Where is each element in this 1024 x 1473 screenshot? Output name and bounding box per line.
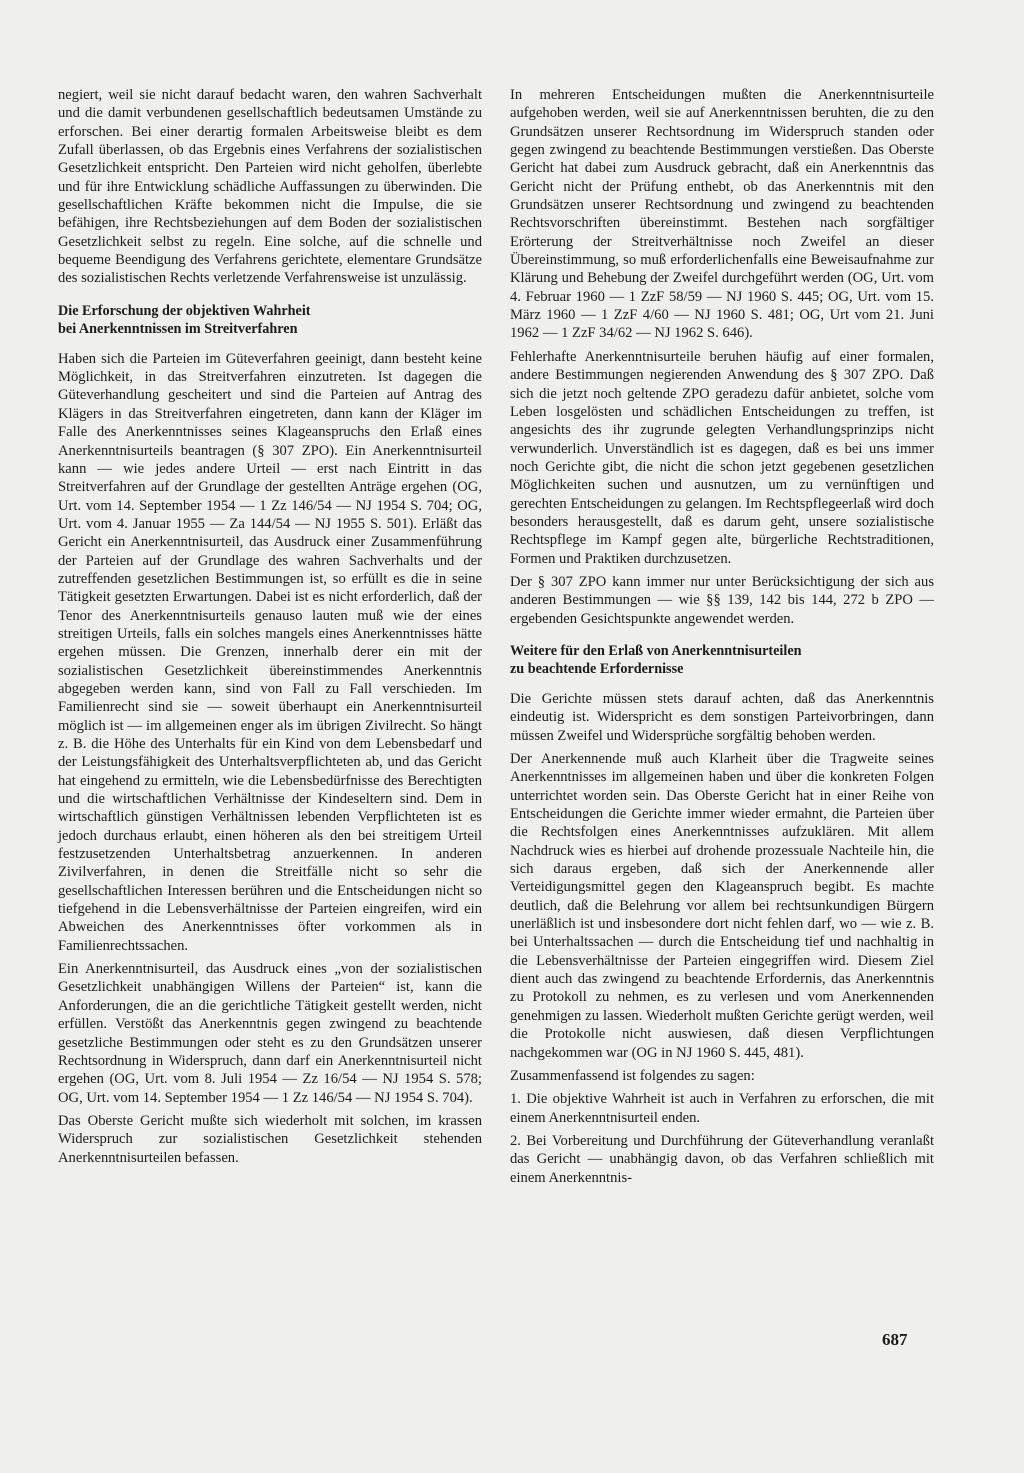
page-number: 687 [882, 1330, 908, 1349]
list-item: 1. Die objektive Wahrheit ist auch in Verfahren zu erforschen, die mit einem Anerkenntnisurteil enden. [510, 1091, 934, 1126]
paragraph: Die Gerichte müssen stets darauf achten, daß das Anerkenntnis eindeutig ist. Widerspricht es dem sonstigen Parteivorbringen, dann müssen Zweifel und Widersprüche sorgfältig behoben werden. [510, 690, 934, 744]
section-heading [58, 302, 482, 338]
paragraph: Haben sich die Parteien im Güteverfahren geeinigt, dann besteht keine Möglichkeit, in das Streitverfahren einzutreten. Ist dagegen die Güteverhandlung gescheitert und sind die Parteien auf Antrag des Klägers in das Streitverfahren eingetreten, dann kann der Kläger im Falle des Anerkenntnisses seines Klageanspruchs den Erlaß eines Anerkenntnisurteils beantragen (§ 307 ZPO). Ein Anerkenntnisurteil kann — wie jedes andere Urteil — erst nach Eintritt in das Streitverfahren auf der Grundlage der gestellten Anträge ergehen (OG, Urt. vom 14. September 1954 — 1 Zz 146/54 — NJ 1954 S. 704; OG, Urt. vom 4. Januar 1955 — Za 144/54 — NJ 1955 S. 501). Erläßt das Gericht ein Anerkenntnisurteil, das Ausdruck einer Zusammenführung der Parteien auf der Grundlage des wahren Sachverhalts und der zutreffenden gesetzlichen Bestimmungen ist, so erfüllt es die in seine Tätigkeit gesetzten Erwartungen. Dabei ist es nicht erforderlich, daß der Tenor des Anerkenntnisurteils genauso lauten muß wie der eines streitigen Urteils, falls ein solches mangels eines Anerkenntnisses hätte ergehen müssen. Die Grenzen, innerhalb derer ein mit der sozialistischen Gesetzlichkeit übereinstimmendes Anerkenntnis abgegeben werden kann, sind von Fall zu Fall verschieden. Im Familienrecht sind sie — soweit überhaupt ein Anerkenntnisurteil möglich ist — im allgemeinen enger als im übrigen Zivilrecht. So hängt z. B. die Höhe des Unterhalts für ein Kind von dem Lebensbedarf und der Leistungsfähigkeit des Unterhaltsverpflichteten ab, und das Gericht hat eingehend zu ermitteln, wie die Lebensbedürfnisse des Berechtigten und die wirtschaftlichen Verhältnisse der Kindeseltern sind. Dem in wirtschaftlich günstigen Verhältnissen lebenden Verpflichteten ist es jedoch durchaus erlaubt, einen höheren als den bei streitigem Urteil festzusetzenden Unterhaltsbetrag anzuerkennen. In anderen Zivilverfahren, in denen die Streitfälle nicht so sehr die gesellschaftlichen Interessen berühren und die Entscheidungen nicht so tiefgehend in die Lebensverhältnisse der Parteien eingreifen, wird ein Abweichen des Anerkenntnisses öfter vorkommen als in Familienrechtssachen. [58, 350, 482, 954]
paragraph: Fehlerhafte Anerkenntnisurteile beruhen häufig auf einer formalen, andere Bestimmungen negierenden Anwendung des § 307 ZPO. Daß sich die jetzt noch geltende ZPO geradezu dafür anbietet, solche vom Leben losgelösten und schädlichen Entscheidungen zu treffen, ist angesichts des ihr zugrunde gelegten Verhandlungsprinzips nicht verwunderlich. Unverständlich ist es dagegen, daß es bei uns immer noch Gerichte gibt, die nicht die schon jetzt gegebenen gesetzlichen Möglichkeiten suchen und ausnutzen, um zu vernünftigen und gerechten Entscheidungen zu gelangen. Im Rechtspflegeerlaß wird doch besonders herausgestellt, daß es darum geht, unsere sozialistische Rechtspflege im Kampf gegen alte, bürgerliche Rechtstraditionen, Formen und Praktiken durchzusetzen. [510, 348, 934, 567]
list-item: 2. Bei Vorbereitung und Durchführung der Güteverhandlung veranlaßt das Gericht — unabhängig davon, ob das Verfahren schließlich mit einem Anerkenntnis- [510, 1132, 934, 1186]
heading-line: bei Anerkenntnissen im Streitverfahren [58, 320, 298, 337]
heading-line: Die Erforschung der objektiven Wahrheit [58, 302, 311, 319]
heading-line: zu beachtende Erfordernisse [510, 660, 684, 677]
right-column [510, 86, 934, 1192]
paragraph: Ein Anerkenntnisurteil, das Ausdruck eines „von der sozialistischen Gesetzlichkeit unabhängigen Willens der Parteien“ ist, kann die Anforderungen, die an die gerichtliche Tätigkeit gestellt werden, nicht erfüllen. Verstößt das Anerkenntnis gegen zwingend zu beachtende gesetzliche Bestimmungen oder steht es zu den Grundsätzen unserer Rechtsordnung in Widerspruch, dann darf ein Anerkenntnisurteil nicht ergehen (OG, Urt. vom 8. Juli 1954 — Zz 16/54 — NJ 1954 S. 578; OG, Urt. vom 14. September 1954 — 1 Zz 146/54 — NJ 1954 S. 704). [58, 961, 482, 1106]
paragraph: Das Oberste Gericht mußte sich wiederholt mit solchen, im krassen Widerspruch zur sozialistischen Gesetzlichkeit stehenden Anerkenntnisurteilen befassen. [58, 1112, 482, 1166]
section-heading [510, 642, 934, 678]
paragraph: Der Anerkennende muß auch Klarheit über die Tragweite seines Anerkenntnisses im allgemeinen haben und über die konkreten Folgen unterrichtet worden sein. Das Oberste Gericht hat in einer Reihe von Entscheidungen die Gerichte immer wieder ermahnt, die Parteien über die Rechtsfolgen eines Anerkenntnisses aufzuklären. Mit allem Nachdruck wies es hierbei auf drohende prozessuale Nachteile hin, die sich daraus ergeben, daß sich der Anerkennende aller Verteidigungsmittel gegen den Klageanspruch begibt. Es machte deutlich, daß die Belehrung vor allem bei rechtsunkundigen Bürgern unerläßlich ist und insbesondere dort nicht fehlen darf, wo — wie z. B. bei Unterhaltssachen — durch die Entscheidung tief und nachhaltig in die Lebensverhältnisse der Parteien eingegriffen wird. Diesem Ziel dient auch das zwingend zu beachtende Erfordernis, das Anerkenntnis zu Protokoll zu nehmen, es zu verlesen und vom Anerkennenden genehmigen zu lassen. Wiederholt mußten Gerichte gerügt werden, weil die Protokolle nicht auswiesen, daß diesen Verpflichtungen nachgekommen war (OG in NJ 1960 S. 445, 481). [510, 751, 934, 1061]
paragraph: In mehreren Entscheidungen mußten die Anerkenntnisurteile aufgehoben werden, weil sie auf Anerkenntnissen beruhten, die zu den Grundsätzen unserer Rechtsordnung im Widerspruch standen oder gegen zwingend zu beachtende Bestimmungen verstießen. Das Oberste Gericht hat dabei zum Ausdruck gebracht, daß ein Anerkenntnis das Gericht nicht der Prüfung enthebt, ob das Anerkenntnis mit den Grundsätzen unserer Rechtsordnung und zwingend zu beachtenden Rechtsvorschriften übereinstimmt. Bestehen nach sorgfältiger Erörterung der Streitverhältnisse noch Zweifel an dieser Übereinstimmung, so muß erforderlichenfalls eine Beweisaufnahme zur Klärung und Behebung der Zweifel durchgeführt werden (OG, Urt. vom 4. Februar 1960 — 1 ZzF 58/59 — NJ 1960 S. 445; OG, Urt. vom 15. März 1960 — 1 ZzF 4/60 — NJ 1960 S. 481; OG, Urt vom 21. Juni 1962 — 1 ZzF 34/62 — NJ 1962 S. 646). [510, 87, 934, 342]
paragraph: Zusammenfassend ist folgendes zu sagen: [510, 1067, 755, 1084]
heading-line: Weitere für den Erlaß von Anerkenntnisurteilen [510, 642, 802, 659]
left-column [58, 86, 482, 1172]
paragraph: Der § 307 ZPO kann immer nur unter Berücksichtigung der sich aus anderen Bestimmungen — wie §§ 139, 142 bis 144, 272 b ZPO — ergebenden Gesichtspunkte angewendet werden. [510, 573, 934, 627]
paragraph: negiert, weil sie nicht darauf bedacht waren, den wahren Sachverhalt und die damit verbundenen gesellschaftlich bedeutsamen Umstände zu erforschen. Bei einer derartig formalen Arbeitsweise bleibt es dem Zufall überlassen, ob das Ergebnis eines Verfahrens der sozialistischen Gesetzlichkeit entspricht. Den Parteien wird nicht geholfen, überlebte und für ihre Entwicklung schädliche Auffassungen zu überwinden. Die gesellschaftlichen Kräfte bekommen nicht die Impulse, die sie befähigen, ihre Rechtsbeziehungen auf dem Boden der sozialistischen Gesetzlichkeit selbst zu regeln. Eine solche, auf die schnelle und bequeme Beendigung des Verfahrens gerichtete, elementare Grundsätze des sozialistischen Rechts verletzende Verfahrensweise ist unzulässig. [58, 87, 482, 287]
